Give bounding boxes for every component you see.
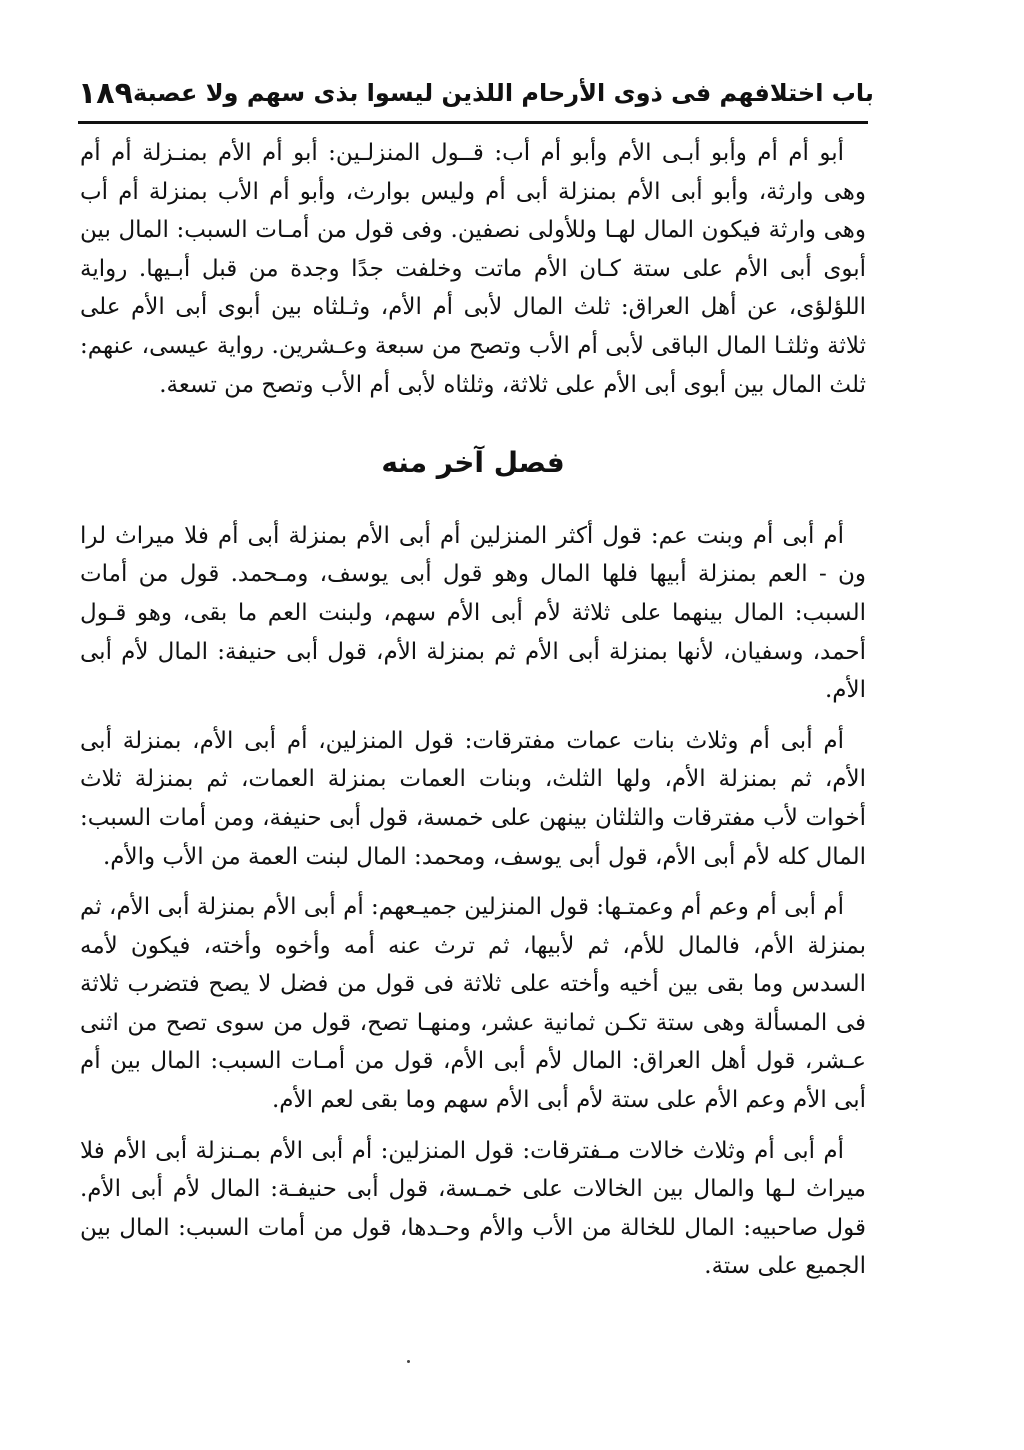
header-rule [78,121,868,124]
section-title: فصل آخر منه [381,446,565,480]
page-body [80,134,866,1286]
paragraph: أم أبى أم وعم أم وعمتـها: قول المنزلين جميـعهم: أم أبى الأم بمنزلة أبى الأم، ثم بمنزلة الأم، فالمال للأم، ثم لأبيها، ثم ترث عنه أمه وأخوه وأخته، فيكون لأمه السدس وما بقى بين أخيه وأخته على ثلاثة فى قول من فضل لا يصح فتضرب ثلاثة فى المسألة وهى ستة تكـن ثمانية عشر، ومنهـا تصح، قول من سوى تصح من اثنى عـشر، قول أهل العراق: المال لأم أبى الأم، قول من أمـات السبب: المال بين أم أبى الأم وعم الأم على ستة لأم أبى الأم سهم وما بقى لعم الأم. [80,894,866,1114]
page-header [78,66,874,120]
paragraph: أم أبى أم وثلاث خالات مـفترقات: قول المنزلين: أم أبى الأم بمـنزلة أبى الأم فلا ميراث لـها والمال بين الخالات على خمـسة، قول أبى حنيفـة: المال لأم أبى الأم. قول صاحبيه: المال للخالة من الأب والأم وحـدها، قول من أمات السبب: المال بين الجميع على ستة. [80,1137,866,1280]
running-title: باب اختلافهم فى ذوى الأرحام اللذين ليسوا بذى سهم ولا عصبة [132,79,874,107]
ink-speck [407,1360,410,1363]
paragraph: أم أبى أم وبنت عم: قول أكثر المنزلين أم أبى الأم بمنزلة أبى أم فلا ميراث لرا ون - العم بمنزلة أبيها فلها المال وهو قول أبى يوسف، ومـحمد. قول من أمات السبب: المال بينهما على ثلاثة لأم أبى الأم سهم، ولبنت العم ما بقى، وهو قـول أحمد، وسفيان، لأنها بمنزلة أبى الأم ثم بمنزلة الأم، قول أبى حنيفة: المال لأم أبى الأم. [80,522,866,704]
paragraph: أم أبى أم وثلاث بنات عمات مفترقات: قول المنزلين، أم أبى الأم، بمنزلة أبى الأم، ثم بمنزلة الأم، ولها الثلث، وبنات العمات بمنزلة العمات، ثم بمنزلة ثلاث أخوات لأب مفترقات والثلثان بينهن على خمسة، قول أبى حنيفة، ومن أمات السبب: المال كله لأم أبى الأم، قول أبى يوسف، ومحمد: المال لبنت العمة من الأب والأم. [80,727,866,870]
page-number: ١٨٩ [78,75,133,111]
paragraph: أبو أم أم وأبو أبـى الأم وأبو أم أب: قــول المنزلـين: أبو أم الأم بمنـزلة أم أم وهى وارثة، وأبو أبى الأم بمنزلة أبى أم وليس بوارث، وأبو أم الأب بمنزلة أم أب وهى وارثة فيكون المال لهـا وللأولى نصفين. وفى قول من أمـات السبب: المال بين أبوى أبى الأم على ستة كـان الأم ماتت وخلفت جدًا وجدة من قبل أبـيها. رواية اللؤلؤى، عن أهل العراق: ثلث المال لأبى أم الأم، وثـلثاه بين أبوى أبى الأم على ثلاثة وثلثـا المال الباقى لأبى أم الأب وتصح من سبعة وعـشرين. رواية عيسى، عنهم: ثلث المال بين أبوى أبى الأم على ثلاثة، وثلثاه لأبى أم الأب وتصح من تسعة. [80,140,866,398]
